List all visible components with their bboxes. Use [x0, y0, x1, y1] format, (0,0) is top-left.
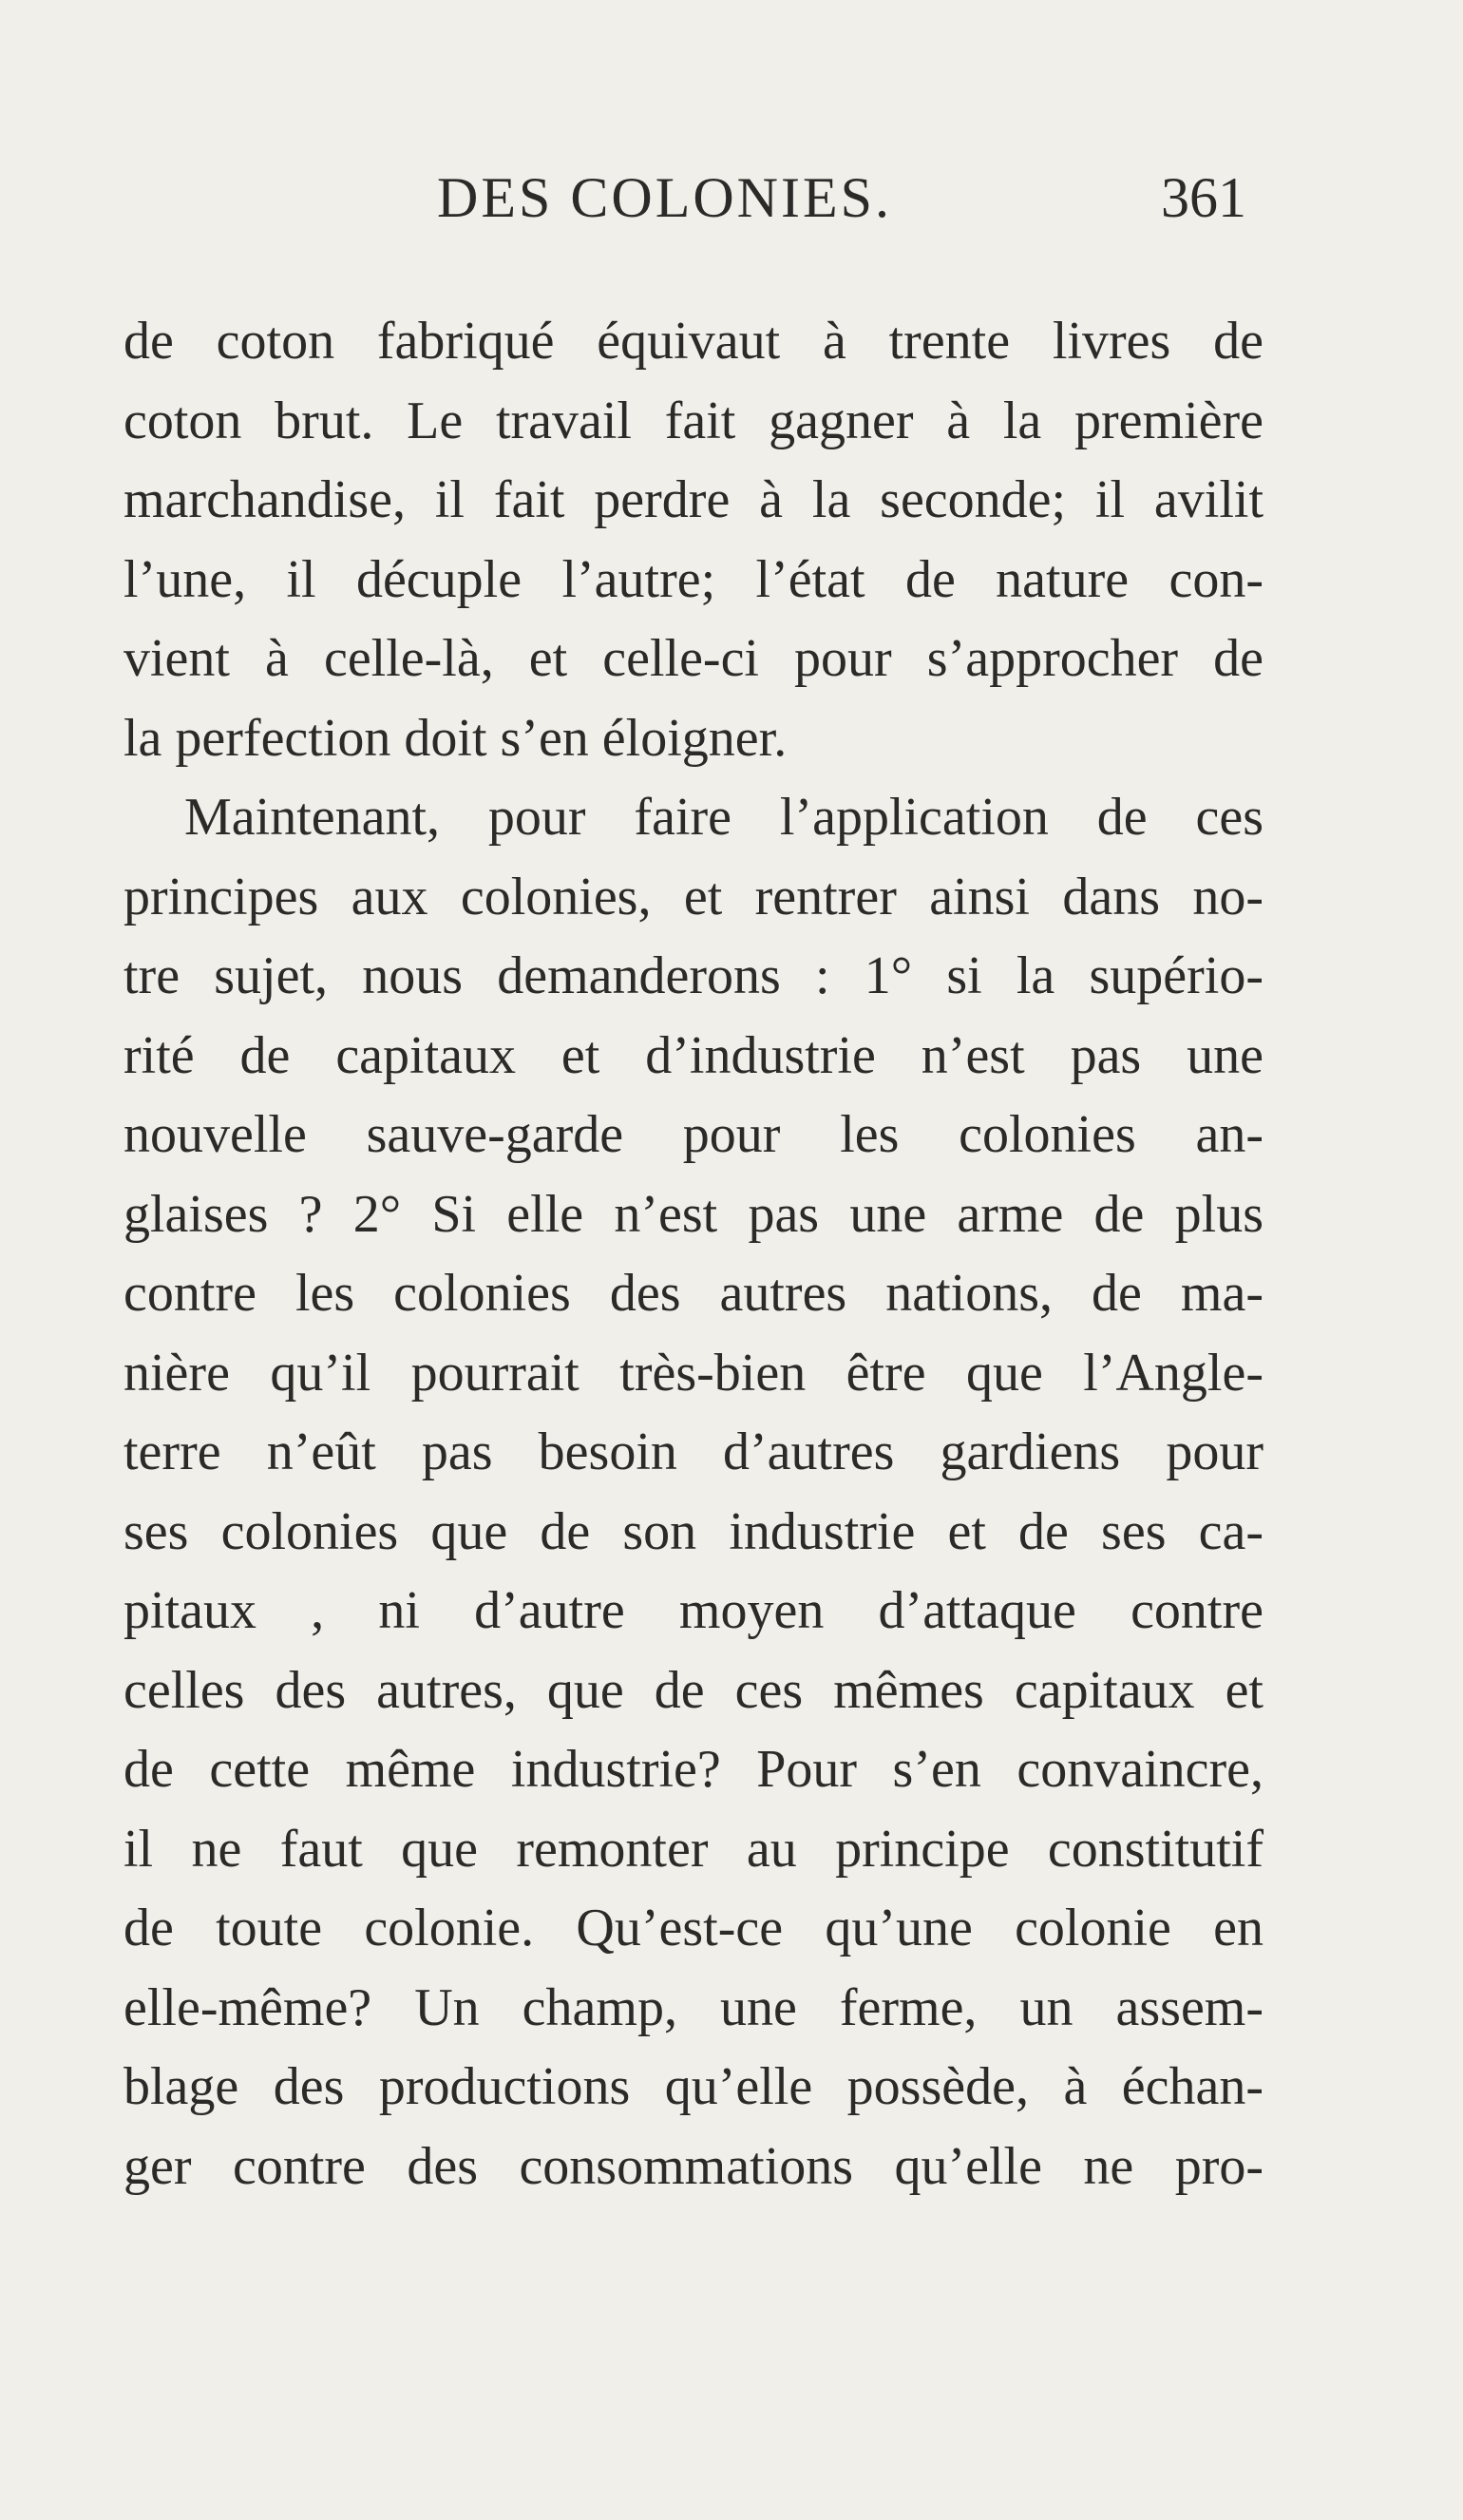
- body-text: [124, 302, 1264, 2206]
- text-line: Maintenant, pour faire l’application de ces: [184, 788, 1264, 847]
- text-line: pitaux , ni d’autre moyen d’attaque contre: [124, 1581, 1264, 1640]
- text-line: terre n’eût pas besoin d’autres gardiens pour: [124, 1422, 1264, 1481]
- text-line: de toute colonie. Qu’est-ce qu’une colonie en: [124, 1899, 1264, 1957]
- text-line: la perfection doit s’en éloigner.: [124, 708, 788, 768]
- page-number: 361: [1161, 166, 1246, 229]
- text-line: celles des autres, que de ces mêmes capitaux et: [124, 1660, 1264, 1720]
- text-line: rité de capitaux et d’industrie n’est pas une: [124, 1025, 1264, 1085]
- text-line: contre les colonies des autres nations, de ma-: [124, 1264, 1264, 1323]
- text-line: tre sujet, nous demanderons : 1° si la supério-: [124, 946, 1264, 1005]
- text-line: nouvelle sauve-garde pour les colonies an-: [124, 1105, 1264, 1164]
- text-line: de coton fabriqué équivaut à trente livres de: [124, 312, 1264, 371]
- text-line: elle-même? Un champ, une ferme, un assem-: [124, 1977, 1264, 2037]
- text-line: glaises ? 2° Si elle n’est pas une arme de plus: [124, 1184, 1264, 1244]
- text-line: blage des productions qu’elle possède, à échan-: [124, 2057, 1264, 2116]
- text-line: principes aux colonies, et rentrer ainsi dans no-: [124, 867, 1264, 926]
- text-line: vient à celle-là, et celle-ci pour s’approcher de: [124, 629, 1264, 688]
- text-line: marchandise, il fait perdre à la seconde; il avilit: [124, 470, 1264, 529]
- text-line: coton brut. Le travail fait gagner à la première: [124, 391, 1264, 450]
- text-line: il ne faut que remonter au principe constitutif: [124, 1819, 1264, 1879]
- text-line: ger contre des consommations qu’elle ne pro-: [124, 2136, 1264, 2196]
- running-head: [124, 160, 1264, 236]
- text-line: nière qu’il pourrait très-bien être que l’Angle-: [124, 1343, 1264, 1403]
- running-title: DES COLONIES.: [437, 166, 893, 229]
- text-line: ses colonies que de son industrie et de ses ca-: [124, 1501, 1264, 1561]
- text-line: l’une, il décuple l’autre; l’état de nature con-: [124, 549, 1264, 609]
- text-line: de cette même industrie? Pour s’en convaincre,: [124, 1740, 1264, 1799]
